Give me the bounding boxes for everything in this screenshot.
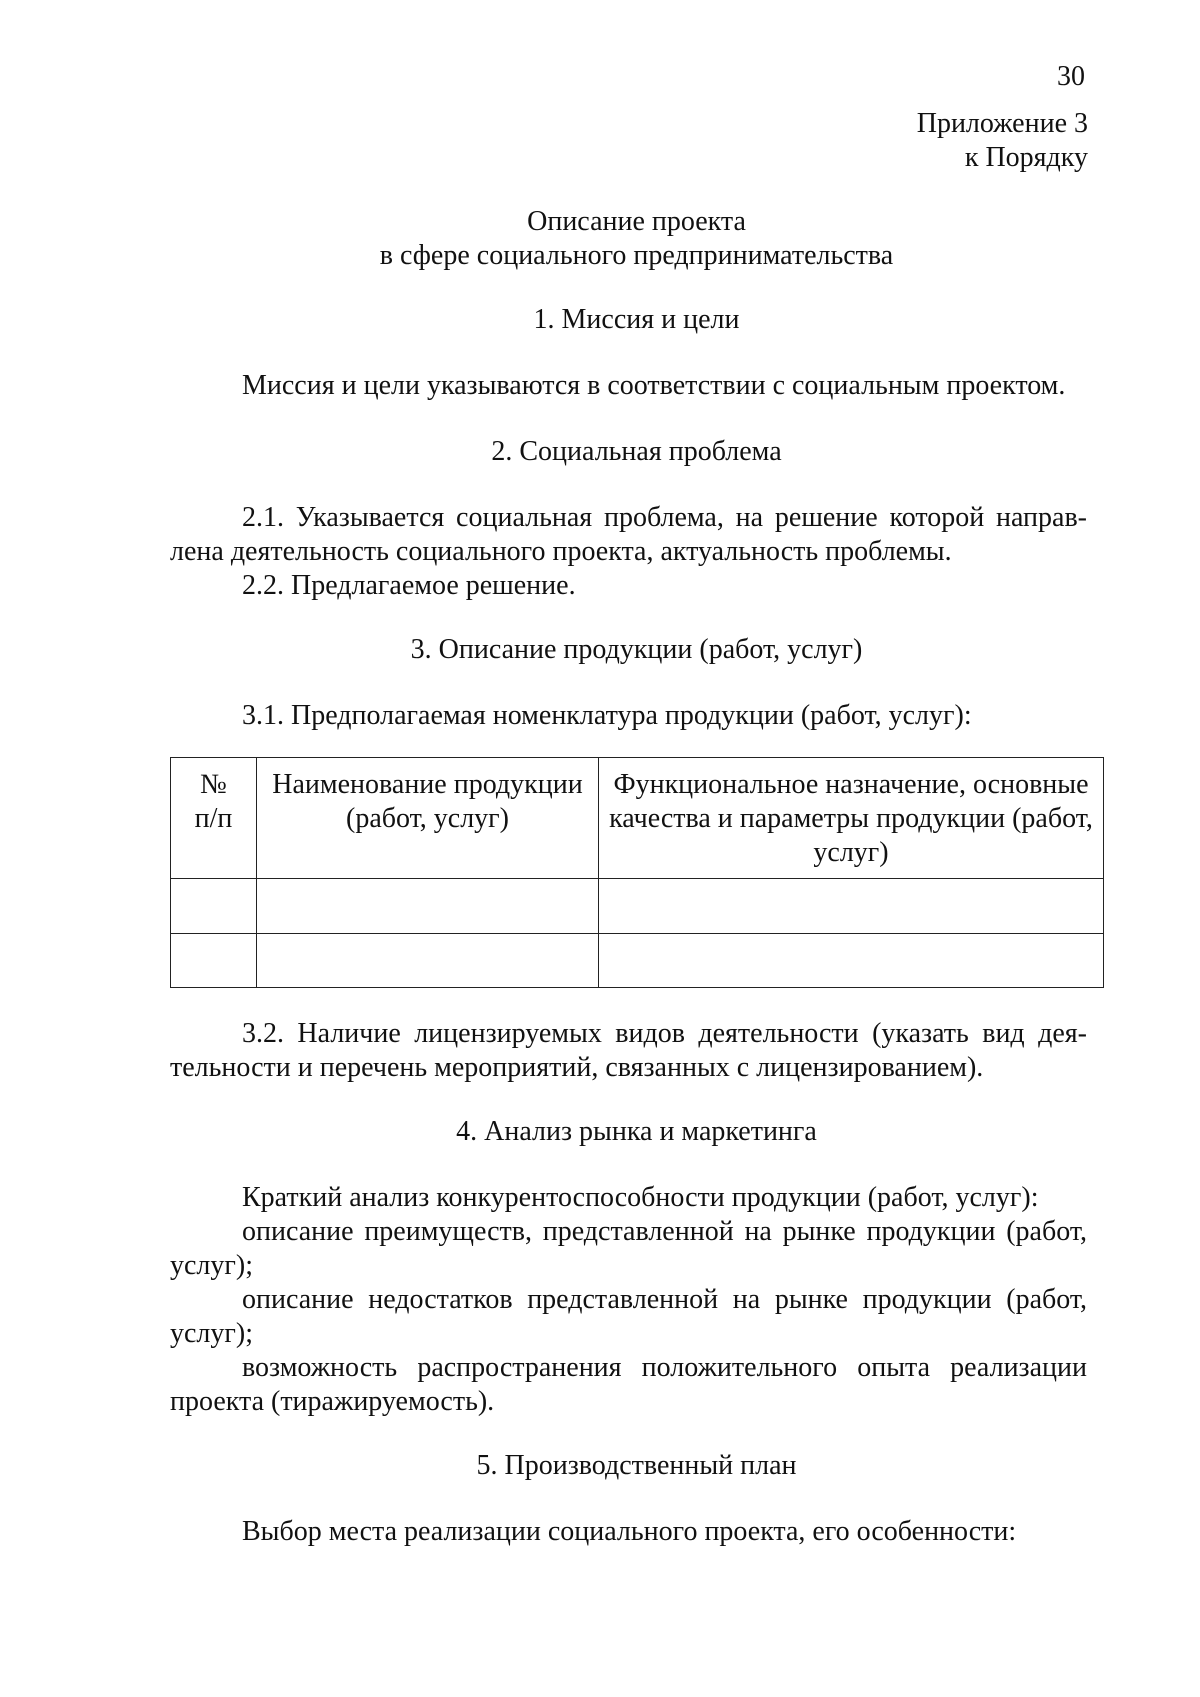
table-cell — [171, 879, 257, 933]
section-2-1-line-1: 2.1. Указывается социальная проблема, на решение которой направ- — [242, 502, 1087, 533]
section-5-heading: 5. Производственный план — [476, 1450, 797, 1481]
table-cell — [599, 933, 1104, 987]
section-3-heading: 3. Описание продукции (работ, услуг) — [410, 634, 863, 665]
table-row — [171, 933, 1104, 987]
section-2-2-text: 2.2. Предлагаемое решение. — [242, 570, 576, 601]
column-header-number: № п/п — [171, 758, 257, 879]
section-2-1-line-2: лена деятельность социального проекта, актуальность проблемы. — [170, 536, 952, 567]
section-4-item-3-line-2: проекта (тиражируемость). — [170, 1386, 495, 1417]
appendix-reference: к Порядку — [964, 142, 1088, 173]
section-3-2-line-1: 3.2. Наличие лицензируемых видов деятельности (указать вид дея- — [242, 1018, 1087, 1049]
section-1-heading: 1. Миссия и цели — [533, 304, 740, 335]
section-2-heading: 2. Социальная проблема — [491, 436, 782, 467]
section-4-intro: Краткий анализ конкурентоспособности продукции (работ, услуг): — [242, 1182, 1039, 1213]
document-subtitle: в сфере социального предпринимательства — [379, 240, 894, 271]
section-4-item-2-line-2: услуг); — [170, 1318, 253, 1349]
section-4-item-2-line-1: описание недостатков представленной на рынке продукции (работ, — [242, 1284, 1087, 1315]
section-3-1-text: 3.1. Предполагаемая номенклатура продукции (работ, услуг): — [242, 700, 972, 731]
table-header-row — [171, 758, 1104, 879]
section-4-item-1-line-2: услуг); — [170, 1250, 253, 1281]
products-table — [170, 757, 1104, 988]
section-4-item-3-line-1: возможность распространения положительного опыта реализации — [242, 1352, 1087, 1383]
section-5-text: Выбор места реализации социального проекта, его особенности: — [242, 1516, 1017, 1547]
table-cell — [171, 933, 257, 987]
table-row — [171, 879, 1104, 933]
table-cell — [257, 933, 599, 987]
column-header-product-name: Наименование продукции (работ, услуг) — [257, 758, 599, 879]
table-cell — [257, 879, 599, 933]
table-cell — [599, 879, 1104, 933]
column-header-function: Функциональное назначение, основные качества и параметры продукции (работ, услуг) — [599, 758, 1104, 879]
section-4-item-1-line-1: описание преимуществ, представленной на рынке продукции (работ, — [242, 1216, 1087, 1247]
section-4-heading: 4. Анализ рынка и маркетинга — [456, 1116, 817, 1147]
page-number: 30 — [1057, 61, 1085, 92]
appendix-label: Приложение 3 — [916, 108, 1088, 139]
document-title: Описание проекта — [527, 206, 746, 237]
section-3-2-line-2: тельности и перечень мероприятий, связанных с лицензированием). — [170, 1052, 984, 1083]
section-1-text: Миссия и цели указываются в соответствии с социальным проектом. — [242, 370, 1066, 401]
